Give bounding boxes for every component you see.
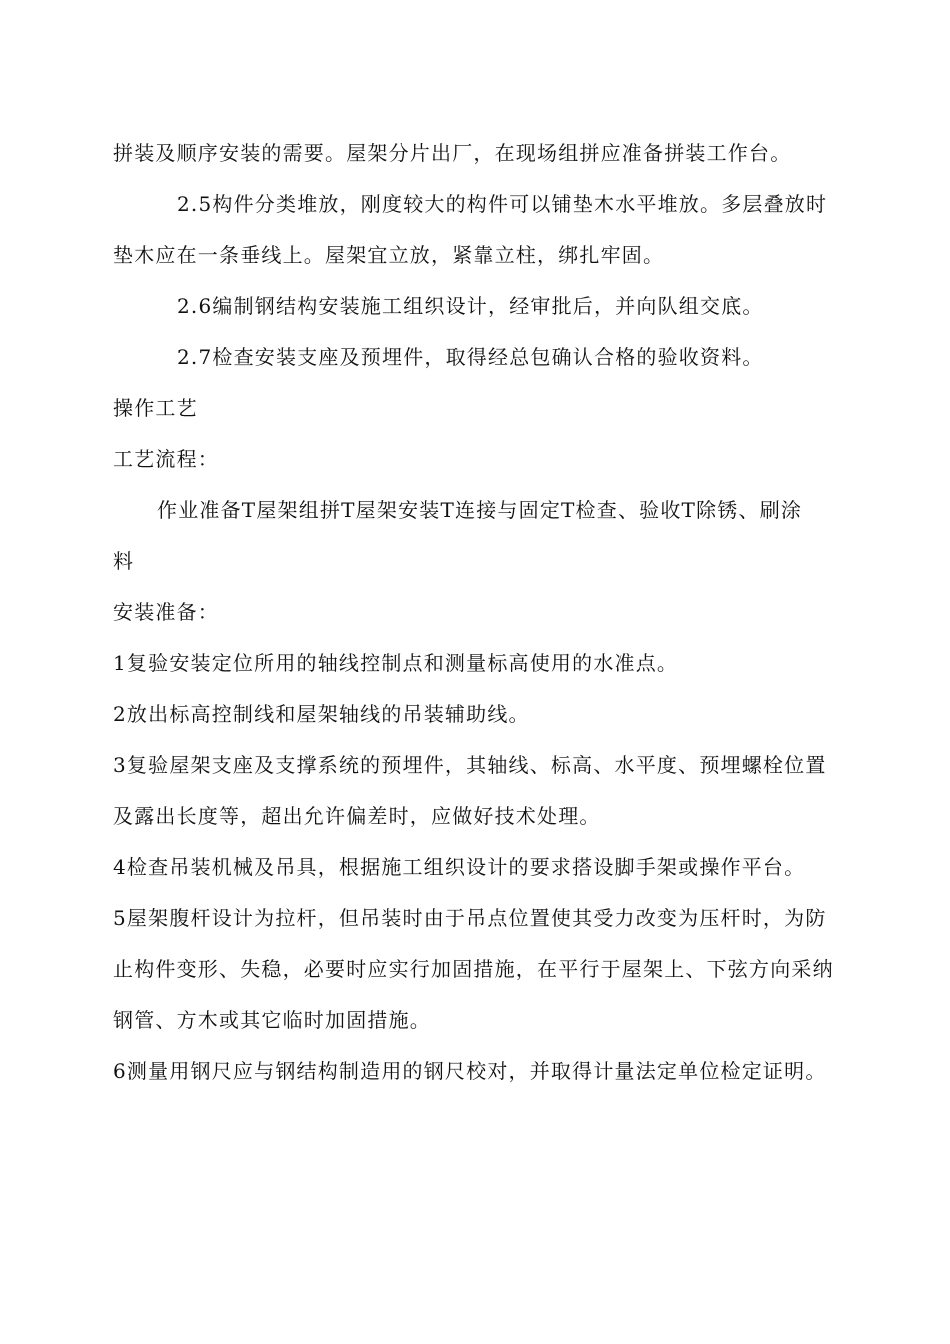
text-line: 2.5构件分类堆放，刚度较大的构件可以铺垫木水平堆放。多层叠放时 (177, 192, 828, 216)
list-item-continuation: 及露出长度等，超出允许偏差时，应做好技术处理。 (113, 804, 601, 828)
list-item-continuation: 止构件变形、失稳，必要时应实行加固措施，在平行于屋架上、下弦方向采纳 (113, 957, 834, 981)
list-item: 4检查吊装机械及吊具，根据施工组织设计的要求搭设脚手架或操作平台。 (113, 855, 806, 879)
text-line: 2.7检查安装支座及预埋件，取得经总包确认合格的验收资料。 (177, 345, 764, 369)
list-item: 1复验安装定位所用的轴线控制点和测量标高使用的水准点。 (113, 651, 679, 675)
list-item-continuation: 钢管、方木或其它临时加固措施。 (113, 1008, 431, 1032)
section-heading: 操作工艺 (113, 396, 198, 420)
text-line: 料 (113, 549, 135, 573)
process-flow-line: 作业准备T屋架组拼T屋架安装T连接与固定T检查、验收T除锈、刷涂 (157, 498, 803, 522)
document-body (113, 133, 853, 1102)
list-item: 2放出标高控制线和屋架轴线的吊装辅助线。 (113, 702, 530, 726)
list-item: 3复验屋架支座及支撑系统的预埋件，其轴线、标高、水平度、预埋螺栓位置 (113, 753, 827, 777)
text-line: 2.6编制钢结构安装施工组织设计，经审批后，并向队组交底。 (177, 294, 764, 318)
text-line: 垫木应在一条垂线上。屋架宜立放，紧靠立柱，绑扎牢固。 (113, 243, 665, 267)
list-item: 6测量用钢尺应与钢结构制造用的钢尺校对，并取得计量法定单位检定证明。 (113, 1059, 827, 1083)
text-line: 拼装及顺序安装的需要。屋架分片出厂，在现场组拼应准备拼装工作台。 (113, 141, 792, 165)
subsection-heading: 安装准备： (113, 600, 219, 624)
subsection-heading: 工艺流程： (113, 447, 219, 471)
list-item: 5屋架腹杆设计为拉杆，但吊装时由于吊点位置使其受力改变为压杆时，为防 (113, 906, 827, 930)
